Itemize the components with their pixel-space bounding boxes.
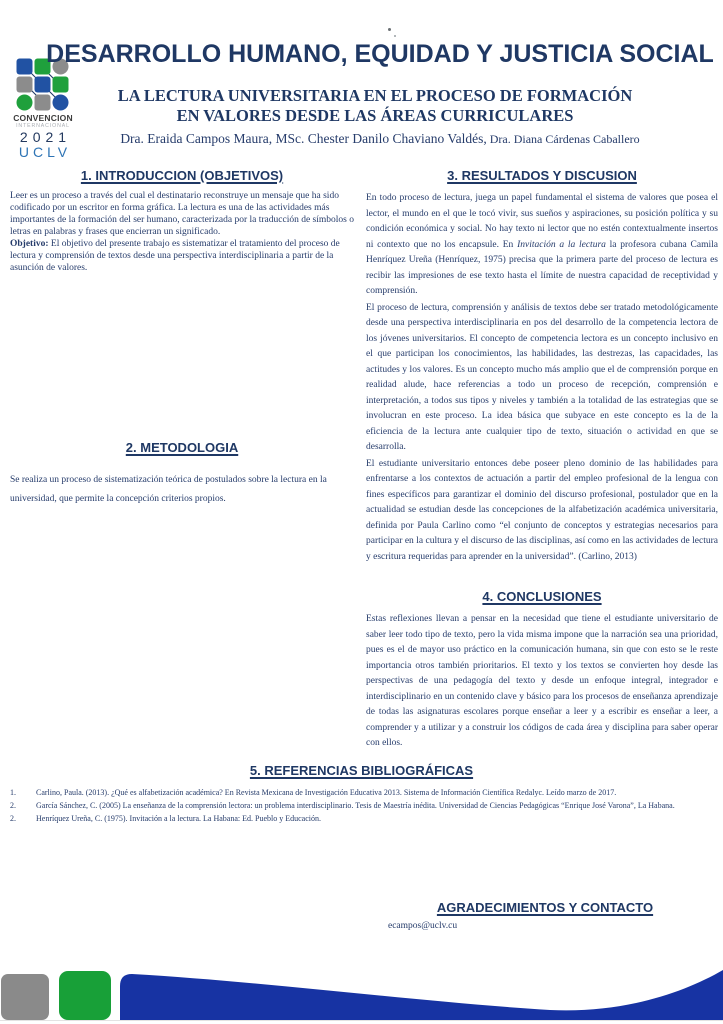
- section-referencias: [0, 763, 723, 825]
- reference-item: [0, 812, 723, 825]
- resultados-paragraph-3: El estudiante universitario entonces debe poseer pleno dominio de las habilidades para enfrentarse a los contextos de actuación a partir del empleo profesional de la lengua con fines específicos para garantizar el dominio del discurso profesional, postulador que en la actualidad se estudian desde las concepciones de la alfabetización académica universitaria, definida por Paula Carlino como “el conjunto de conceptos y estrategias necesarios para participar en la cultura y el discurso de las disciplinas, así como en las actividades de lectura y escritura requeridas para aprender en la universidad”. (Carlino, 2013): [366, 458, 718, 562]
- section-resultados: [366, 168, 718, 752]
- metodologia-heading: 2. METODOLOGIA: [125, 440, 239, 455]
- resultados-p1-text-after: la profesora cubana Camila Henríquez Ureña (Henríquez, 1975) precisa que la primera parte del proceso de lectura es recibir las impresiones de ese texto hasta el límite de nuestra capacidad de receptividad y comprensión.: [366, 239, 718, 296]
- conclusiones-paragraph: Estas reflexiones llevan a pensar en la necesidad que tiene el estudiante universitario de saber leer todo tipo de texto, pero la vida misma impone que la narración sea una prioridad, pues es el de mayor uso práctico en la comunicación humana, sin que con esto se le reste importancia otros también prioritarios. El texto y los textos se convierten hoy desde las perspectivas de una pedagogía del texto y desde un enfoque integral, integrador e interdisciplinario en un contenido clave y básico para los procesos de enseñanza aprendizaje de todas las asignaturas escolares porque enseñar a leer y a escribir es enseñar a leer, a comprender y a utilizar y a construir los códigos de cada área y disciplina para saber operar con ellos.: [366, 614, 718, 748]
- authors-secondary: Dra. Diana Cárdenas Caballero: [486, 132, 640, 146]
- scan-artifact-dot: [388, 28, 391, 31]
- referencias-heading: 5. REFERENCIAS BIBLIOGRÁFICAS: [249, 763, 474, 778]
- reference-text: García Sánchez, C. (2005) La enseñanza de la comprensión lectora: un problema interdisciplinario. Tesis de Maestría inédita. Universidad de Ciencias Pedagógicas “Enrique José Varona”, La Habana.: [36, 801, 675, 810]
- reference-item: [0, 799, 723, 812]
- book-title-italic: Invitación a la lectura: [517, 239, 606, 250]
- reference-number: 2.: [10, 814, 16, 823]
- objetivo-paragraph: [10, 238, 354, 274]
- bottom-edge-line: [0, 1020, 723, 1021]
- authors-primary: Dra. Eraida Campos Maura, MSc. Chester Danilo Chaviano Valdés,: [120, 131, 487, 146]
- logo-org-acronym: UCLV: [18, 144, 72, 160]
- reference-text: Henríquez Ureña, C. (1975). Invitación a la lectura. La Habana: Ed. Pueblo y Educación.: [36, 814, 322, 823]
- objetivo-text: El objetivo del presente trabajo es sistematizar el tratamiento del proceso de lectura y comprensión de textos desde una perspectiva interdisciplinaria a partir de la asunción de valores.: [10, 239, 340, 273]
- introduccion-heading: 1. INTRODUCCION (OBJETIVOS): [80, 168, 284, 183]
- contact-email: ecampos@uclv.cu: [388, 921, 458, 931]
- resultados-p1-text: En todo proceso de lectura, juega un papel fundamental el sistema de valores que posea el lector, el mundo en el que le tocó vivir, sus sueños y aspiraciones, su posición política y su condición económica y social. No hay texto ni lector que no estén contextualmente insertos ni contexto que no los encapsule. En: [366, 193, 718, 250]
- objetivo-label: Objetivo:: [10, 239, 49, 249]
- reference-number: 2.: [10, 801, 16, 810]
- referencias-list: [0, 786, 723, 825]
- reference-text: Carlino, Paula. (2013). ¿Qué es alfabetización académica? En Revista Mexicana de Investigación Educativa 2013. Sistema de Información Científica Redalyc. Leído marzo de 2017.: [36, 788, 617, 797]
- resultados-body: [366, 191, 718, 565]
- introduccion-body: [10, 190, 354, 274]
- poster-theme-title: DESARROLLO HUMANO, EQUIDAD Y JUSTICIA SOCIAL: [46, 40, 714, 68]
- reference-item: [0, 786, 723, 799]
- agradecimientos-heading: AGRADECIMIENTOS Y CONTACTO: [436, 900, 654, 915]
- logo-year: 2021: [19, 129, 72, 145]
- resultados-paragraph-2: El proceso de lectura, comprensión y análisis de textos debe ser tratado metodológicamente desde una perspectiva interdisciplinaria en pos del desarrollo de la competencia lectora de los jóvenes universitarios. El concepto de competencia lectora es un concepto inclusivo en el que participan los conocimientos, las habilidades, las destrezas, las capacidades, las actitudes y los valores. Es un concepto mucho más amplio que el de comprensión porque en realidad alude, hace referencias a todo un proceso de recepción, comprensión e interpretación, a todos sus tipos y niveles y también a la totalidad de las estrategias que se involucran en este proceso. La idea básica que subyace en este concepto es la de la eficiencia de la lectura ante cualquier tipo de texto, situación o actividad en que se desarrolla.: [366, 302, 718, 452]
- poster-work-title: LA LECTURA UNIVERSITARIA EN EL PROCESO DE FORMACIÓN EN VALORES DESDE LAS ÁREAS CURRICULARES: [117, 86, 633, 125]
- logo-event-name: CONVENCION: [13, 113, 73, 123]
- introduccion-paragraph: Leer es un proceso a través del cual el destinatario reconstruye un mensaje que ha sido codificado por un escritor en forma gráfica. La lectura es una de las actividades más importantes de la formación del ser humano, caracterizada por la traducción de símbolos o letras en palabras y frases que encierran un significado.: [10, 191, 354, 237]
- resultados-heading: 3. RESULTADOS Y DISCUSION: [447, 168, 637, 183]
- reference-number: 1.: [10, 788, 16, 797]
- logo-event-subname: INTERNACIONAL: [16, 123, 70, 129]
- footer-green-block: [59, 971, 111, 1020]
- resultados-paragraph-1: [366, 191, 718, 300]
- footer-blue-wave: [120, 966, 723, 1020]
- conclusiones-heading: 4. CONCLUSIONES: [482, 589, 602, 604]
- scan-artifact-dot: [394, 35, 396, 37]
- section-metodologia: [10, 440, 354, 509]
- footer-gray-block: [1, 974, 49, 1020]
- metodologia-paragraph: Se realiza un proceso de sistematización teórica de postulados sobre la lectura en la universidad, que permite la concepción criterios propios.: [10, 475, 327, 504]
- authors-line: [40, 131, 720, 147]
- section-introduccion: [10, 168, 354, 274]
